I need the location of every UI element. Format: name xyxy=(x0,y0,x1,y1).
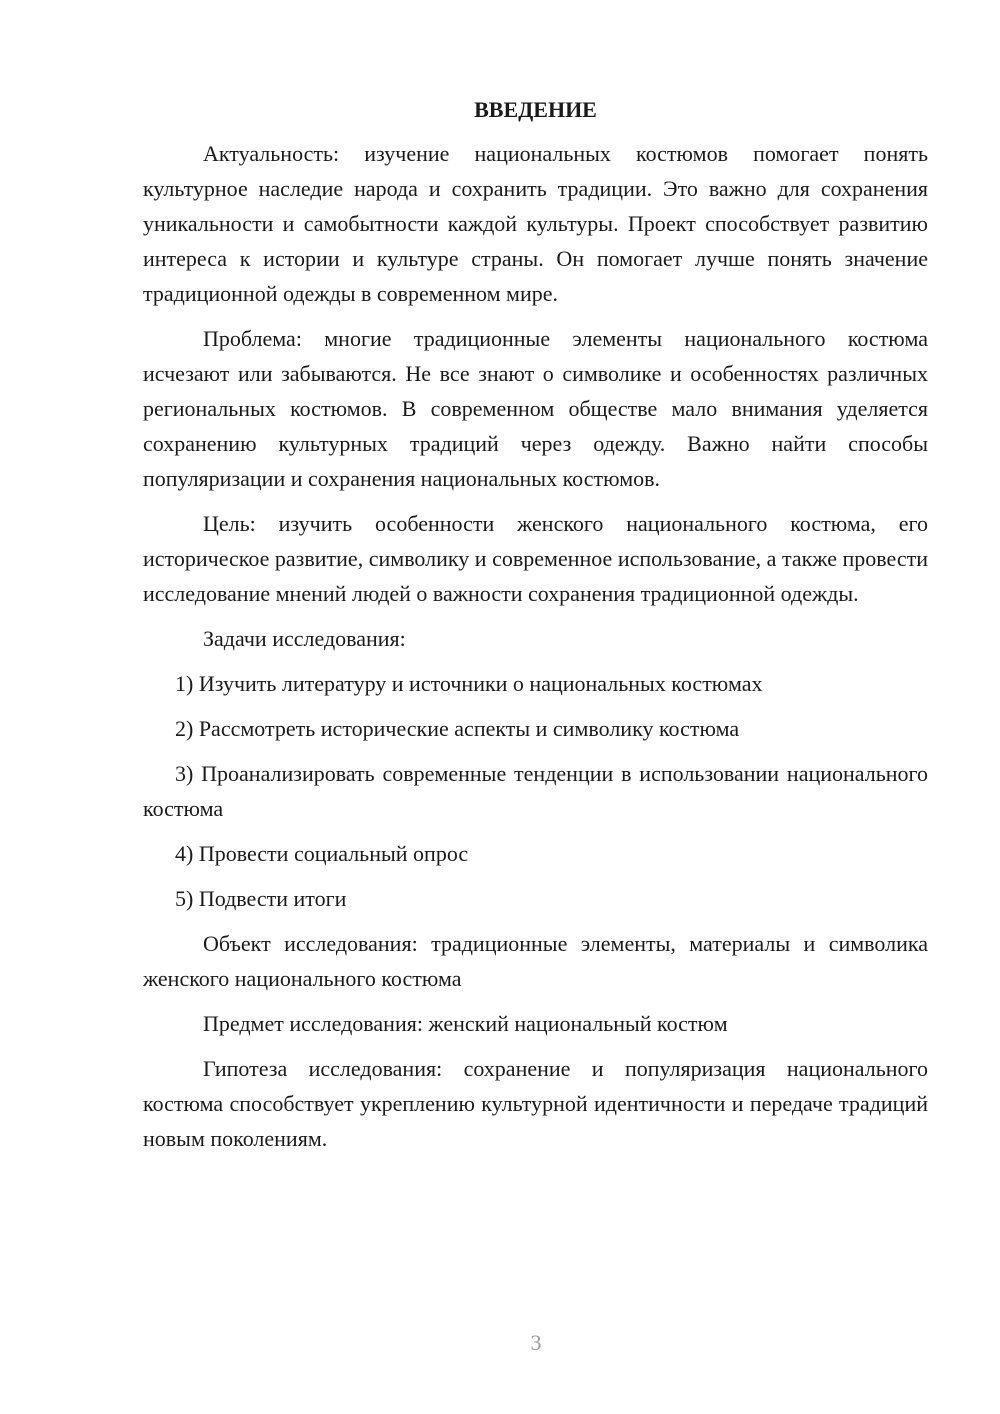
object-paragraph: Объект исследования: традиционные элементы, материалы и символика женского национального костюма xyxy=(143,931,928,991)
task-item-4: 4) Провести социальный опрос xyxy=(175,841,469,866)
section-title: ВВЕДЕНИЕ xyxy=(474,97,597,122)
subject-paragraph: Предмет исследования: женский национальный костюм xyxy=(203,1011,728,1036)
task-item-5: 5) Подвести итоги xyxy=(175,886,347,911)
goal-paragraph: Цель: изучить особенности женского национального костюма, его историческое развитие, символику и современное использование, а также провести исследование мнений людей о важности сохранения традиционной одежды. xyxy=(143,511,928,606)
task-item-1: 1) Изучить литературу и источники о национальных костюмах xyxy=(175,671,763,696)
task-item-2: 2) Рассмотреть исторические аспекты и символику костюма xyxy=(175,716,740,741)
task-item-3: 3) Проанализировать современные тенденции в использовании национального костюма xyxy=(143,761,928,821)
hypothesis-paragraph: Гипотеза исследования: сохранение и популяризация национального костюма способствует укреплению культурной идентичности и передаче традиций новым поколениям. xyxy=(143,1056,928,1151)
tasks-heading: Задачи исследования: xyxy=(203,626,406,651)
problem-paragraph: Проблема: многие традиционные элементы национального костюма исчезают или забываются. Не все знают о символике и особенностях различных региональных костюмов. В современном обществе мало внимания уделяется сохранению культурных традиций через одежду. Важно найти способы популяризации и сохранения национальных костюмов. xyxy=(143,326,928,491)
page-content xyxy=(143,96,928,1166)
page-number: 3 xyxy=(530,1330,542,1355)
relevance-paragraph: Актуальность: изучение национальных костюмов помогает понять культурное наследие народа и сохранить традиции. Это важно для сохранения уникальности и самобытности каждой культуры. Проект способствует развитию интереса к истории и культуре страны. Он помогает лучше понять значение традиционной одежды в современном мире. xyxy=(143,141,928,306)
